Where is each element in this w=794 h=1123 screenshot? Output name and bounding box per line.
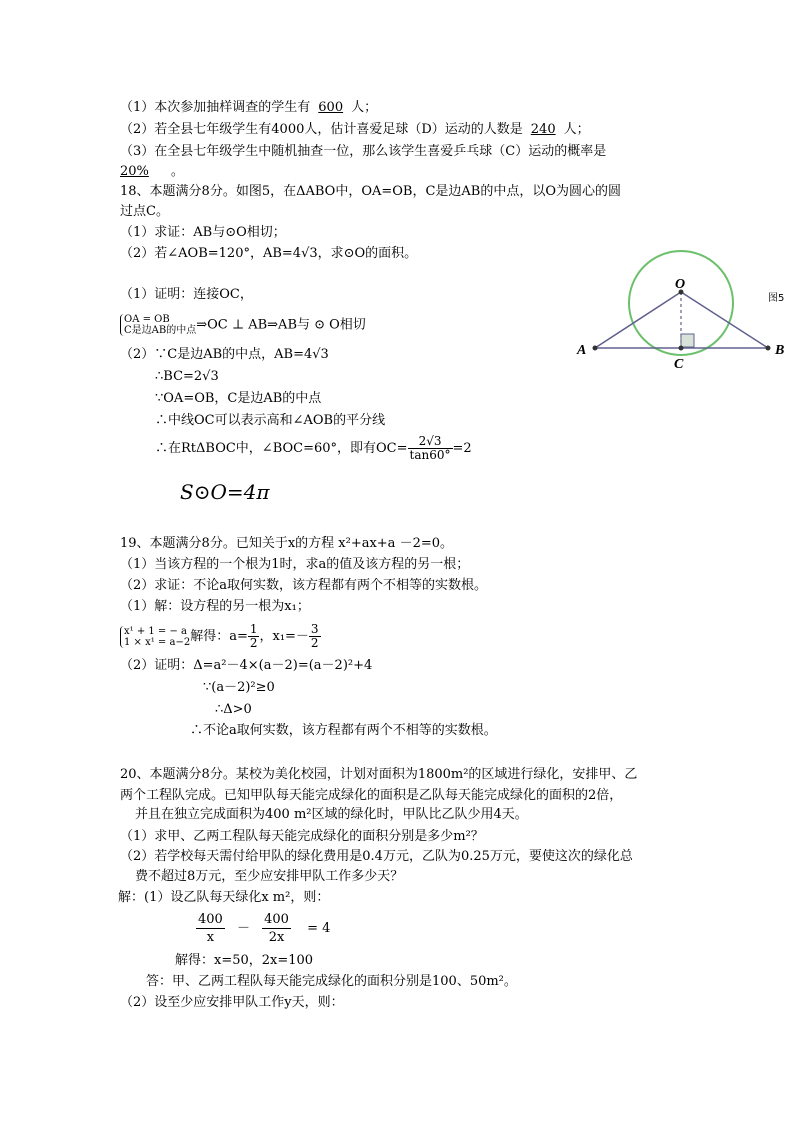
q20-part2-line1: （2）若学校每天需付给甲队的绿化费用是0.4万元，乙队为0.25万元，要使这次的绿化总 <box>120 849 633 864</box>
q19-stem: 19、本题满分8分。已知关于x的方程 x²+ax+a －2=0。 <box>120 536 454 551</box>
q20-stem-line2: 两个工程队完成。已知甲队每天能完成绿化的面积是乙队每天能完成绿化的面积的2倍， <box>120 788 623 803</box>
q19-solution-3: （2）证明：Δ=a²－4×(a－2)=(a－2)²+4 <box>120 658 373 673</box>
figure-caption: 图5 <box>768 293 785 304</box>
label-o: O <box>675 277 686 292</box>
q20-solution-4: （2）设至少应安排甲队工作y天，则： <box>120 995 344 1010</box>
fraction-a: $\frac{1}{2}$ <box>249 622 258 650</box>
figure-5 <box>570 240 794 380</box>
q17-part1: （1）本次参加抽样调查的学生有 600 人； <box>120 100 378 115</box>
fraction-400-x: $\frac{400}{x}$ <box>198 912 223 945</box>
segment-oa <box>595 292 681 348</box>
q17-part3: （3）在全县七年级学生中随机抽查一位，那么该学生喜爱乒乓球（C）运动的概率是 <box>120 144 607 159</box>
q17-answer-1: 600 <box>318 100 344 115</box>
label-a: A <box>577 343 587 358</box>
q18-part2: （2）若∠AOB=120°，AB=4√3，求⊙O的面积。 <box>120 246 418 261</box>
q18-solution-3: （2）∵C是边AB的中点，AB=4√3 <box>120 347 329 362</box>
point-b <box>766 346 771 351</box>
oc-fraction: $\frac{2√3}{\tan 60^\circ}$ <box>409 434 451 462</box>
q18-solution-2: OA = OB C是边AB的中点 ⇒OC ⊥ AB⇒AB与 ⊙ O相切 <box>120 314 366 336</box>
q20-solution-1: 解：(1）设乙队每天绿化x m²，则： <box>118 890 330 905</box>
q20-equation: $\frac{400}{x}$ － $\frac{400}{2x}$ = 4 <box>198 912 331 945</box>
point-c <box>679 346 684 351</box>
q20-part1: （1）求甲、乙两工程队每天能完成绿化的面积分别是多少m²？ <box>120 829 484 844</box>
q19-part2: （2）求证：不论a取何实数，该方程都有两个不相等的实数根。 <box>120 578 488 593</box>
point-a <box>593 346 598 351</box>
label-c: C <box>674 357 684 372</box>
q20-solution-2: 解得：x=50，2x=100 <box>175 953 314 968</box>
q17-part3-answer: 20% 。 <box>120 164 184 179</box>
q18-solution-7: ∴在RtΔBOC中，∠BOC=60°，即有OC= $\frac{2√3}{\tan 60^\circ}$ =2 <box>155 434 472 462</box>
q20-stem-line3: 并且在独立完成面积为400 m²区域的绿化时，甲队比乙队少用4天。 <box>135 807 528 822</box>
q17-answer-2: 240 <box>530 122 556 137</box>
q19-solution-1: （1）解：设方程的另一根为x₁； <box>120 599 310 614</box>
q18-part1: （1）求证：AB与⊙O相切； <box>120 225 286 240</box>
circle-area-result: S⊙O=4π <box>180 480 270 504</box>
q18-solution-6: ∴中线OC可以表示高和∠AOB的平分线 <box>155 413 386 428</box>
q19-solution-4: ∵(a－2)²≥0 <box>203 680 275 695</box>
right-angle-mark <box>681 334 694 347</box>
q18-stem-line2: 过点C。 <box>120 204 169 219</box>
q19-solution-5: ∴Δ>0 <box>215 702 252 717</box>
q20-part2-line2: 费不超过8万元，至少应安排甲队工作多少天？ <box>135 869 404 884</box>
q19-solution-2: x¹ + 1 = − a 1 × x¹ = a−2 解得：a= $\frac{1}{2}$ ，x₁=－ $\frac{3}{2}$ <box>120 622 321 652</box>
q18-condition-system: OA = OB C是边AB的中点 <box>120 314 196 336</box>
fraction-400-2x: $\frac{400}{2x}$ <box>264 912 289 945</box>
vieta-system: x¹ + 1 = − a 1 × x¹ = a−2 <box>120 626 190 648</box>
q19-solution-6: ∴不论a取何实数，该方程都有两个不相等的实数根。 <box>190 723 497 738</box>
q17-part2: （2）若全县七年级学生有4000人，估计喜爱足球（D）运动的人数是 240 人； <box>120 122 590 137</box>
q18-stem-line1: 18、本题满分8分。如图5，在ΔABO中，OA=OB，C是边AB的中点，以O为圆心的圆 <box>120 184 622 199</box>
label-b: B <box>775 343 785 358</box>
q17-answer-3: 20% <box>120 164 149 179</box>
q18-solution-4: ∴BC=2√3 <box>155 369 219 384</box>
q18-solution-1: （1）证明：连接OC， <box>120 287 253 302</box>
q20-solution-3: 答：甲、乙两工程队每天能完成绿化的面积分别是100、50m²。 <box>146 974 517 989</box>
q19-part1: （1）当该方程的一个根为1时，求a的值及该方程的另一根； <box>120 557 470 572</box>
q18-solution-5: ∵OA=OB，C是边AB的中点 <box>155 391 322 406</box>
fraction-x1: $\frac{3}{2}$ <box>310 622 319 650</box>
q20-stem-line1: 20、本题满分8分。某校为美化校园，计划对面积为1800m²的区域进行绿化，安排甲、乙 <box>120 767 638 782</box>
